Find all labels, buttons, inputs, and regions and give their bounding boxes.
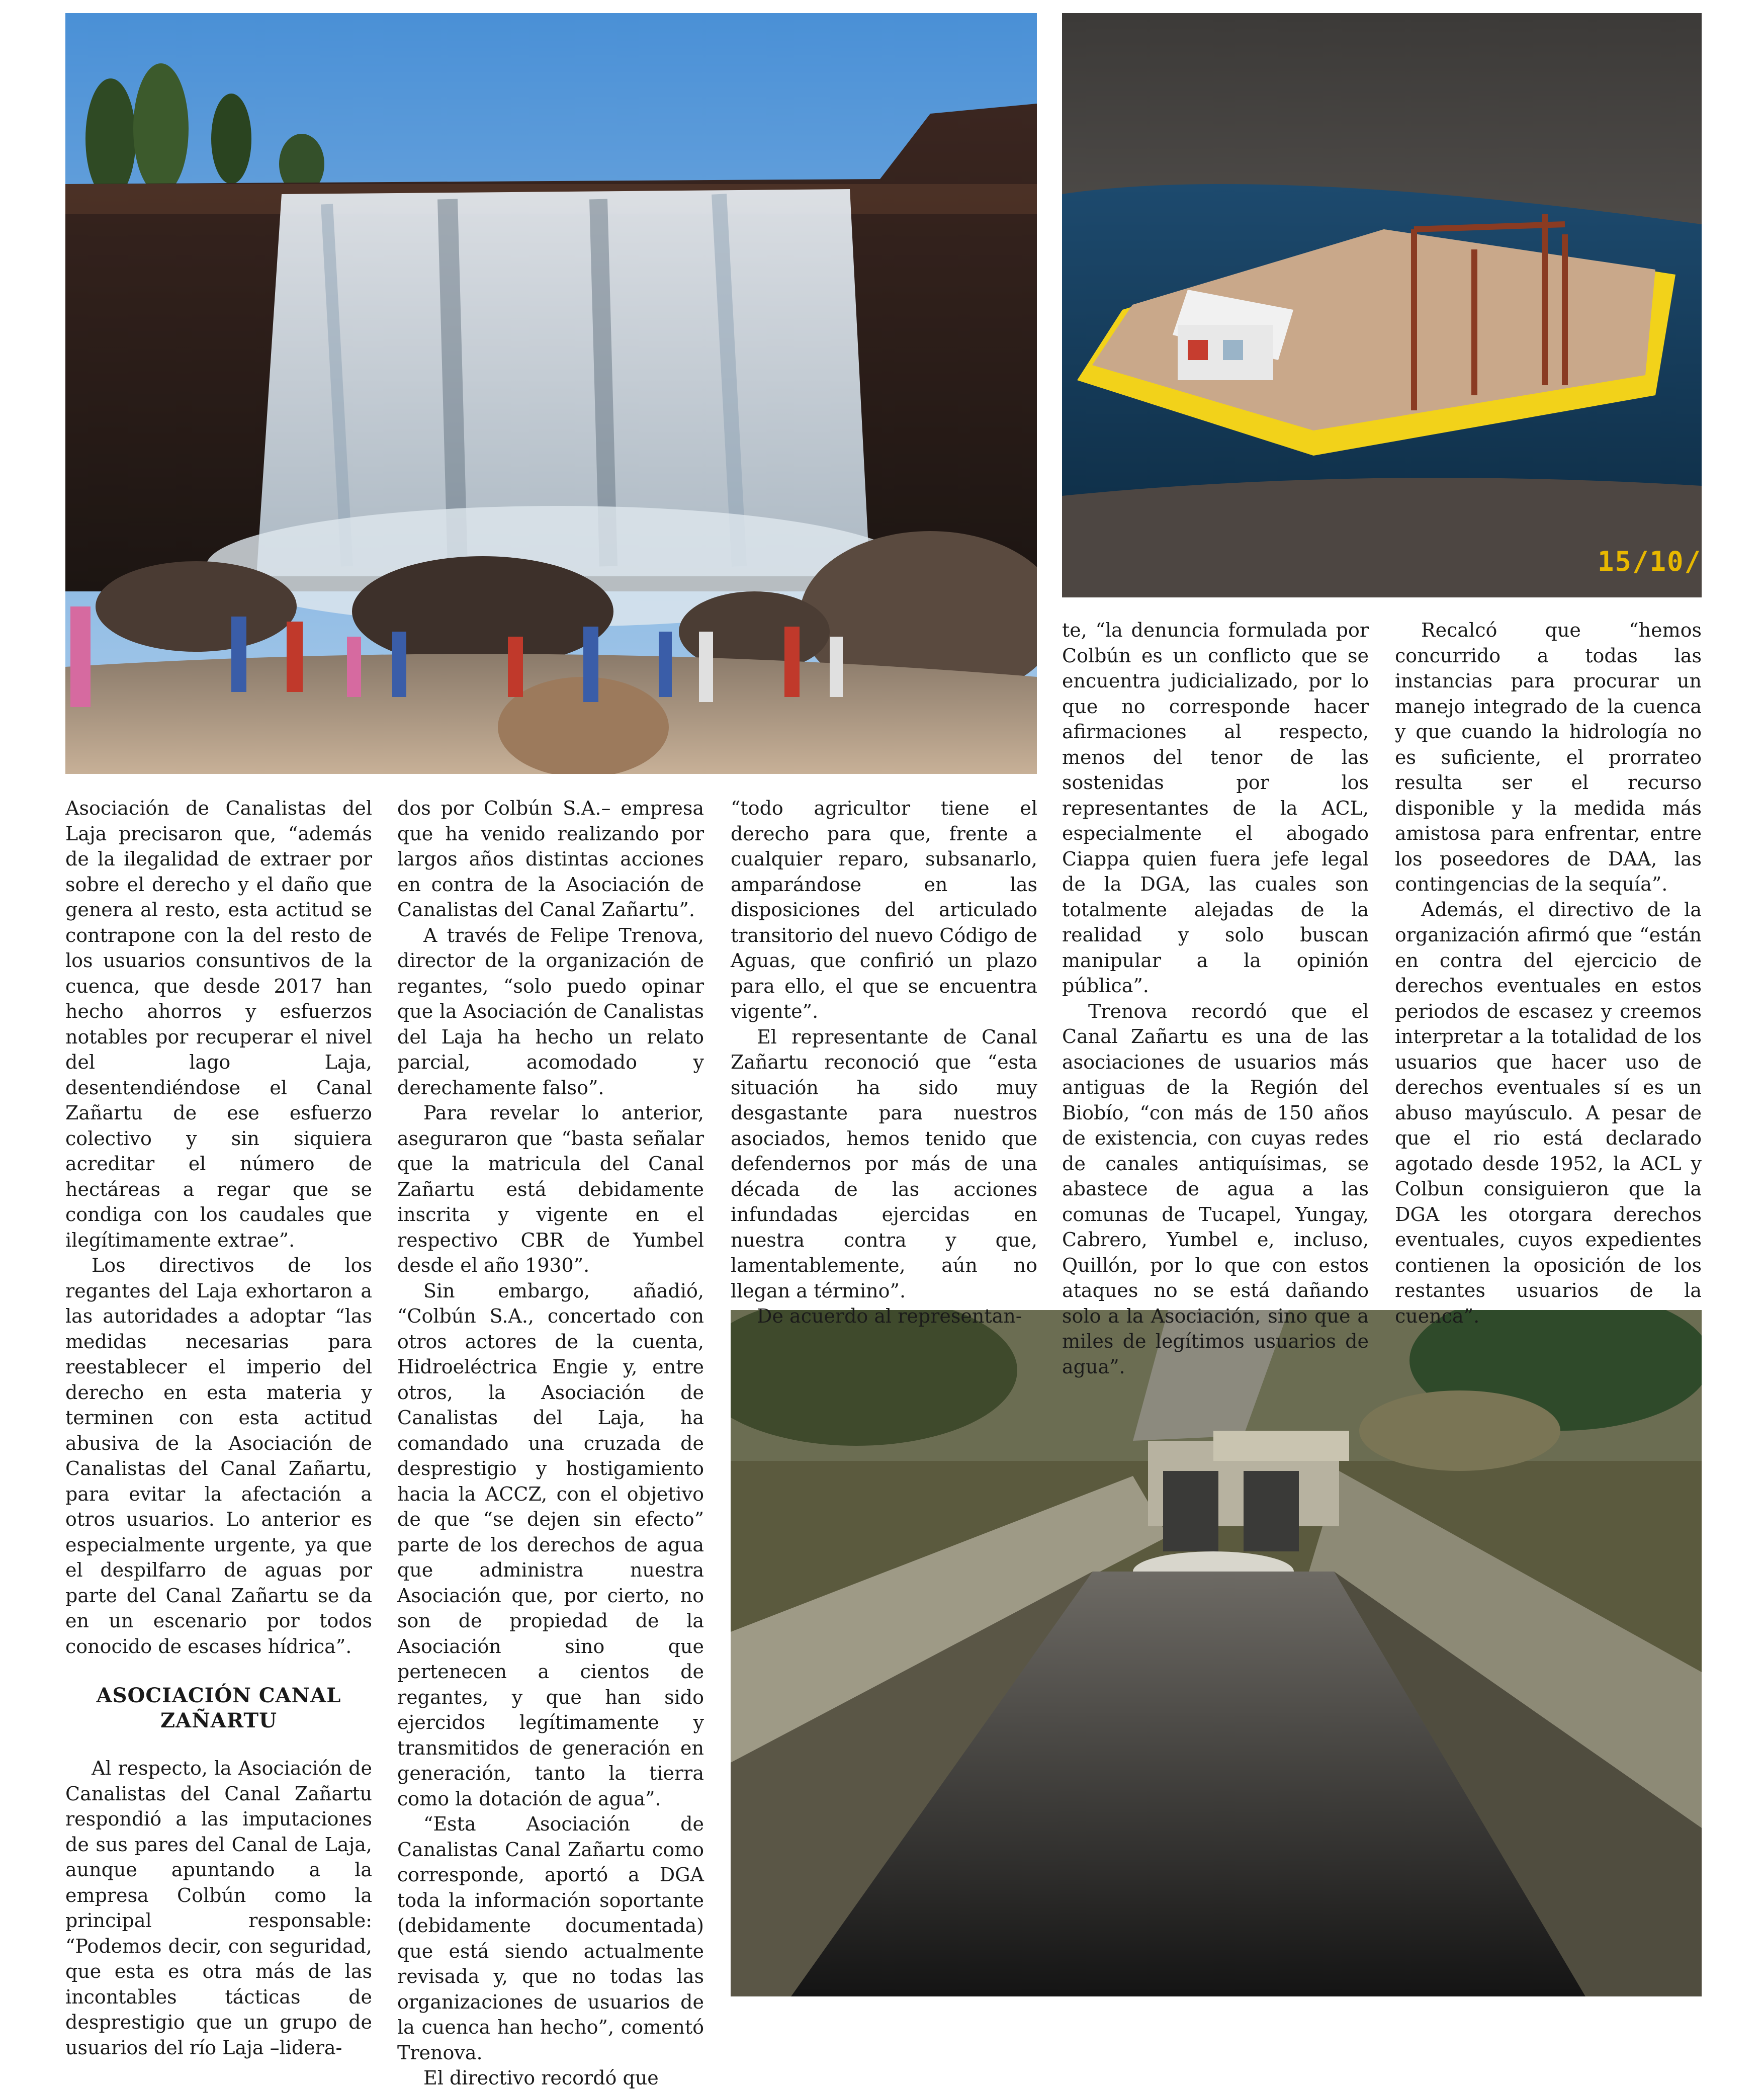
article-column-1 [65,796,372,2060]
paragraph: “todo agricultor tiene el derecho para que, frente a cualquier reparo, subsanarlo, amparándose en las disposiciones del articulado transitorio del nuevo Código de Aguas, que confirió un plazo para ello, el que se encuentra vigente”. [731,797,1037,1022]
paragraph: El representante de Canal Zañartu reconoció que “esta situación ha sido muy desgastante para nuestros asociados, hemos tenido que defendernos por más de una década de las acciones infundadas ejercidas en nuestra contra y que, lamentablemente, aún no llegan a término”. [731,1025,1037,1302]
canal-photo [731,1310,1702,1996]
paragraph: Para revelar lo anterior, aseguraron que “basta señalar que la matricula del Canal Zañartu está debidamente inscrita y vigente en el respectivo CBR de Yumbel desde el año 1930”. [397,1102,704,1276]
article-column-2 [397,796,704,2091]
paragraph: A través de Felipe Trenova, director de la organización de regantes, “solo puedo opinar que la Asociación de Canalistas del Laja ha hecho un relato parcial, acomodado y derechamente falso”. [397,924,704,1099]
section-heading: ASOCIACIÓN CANAL ZAÑARTU [96,1684,341,1732]
paragraph: El directivo recordó que [423,2067,659,2089]
paragraph: Además, el directivo de la organización afirmó que “están en contra del ejercicio de derechos eventuales en estos periodos de escasez y creemos interpretar a la totalidad de los usuarios que hacer uso de derechos eventuales sí es un abuso mayúsculo. A pesar de que el rio está declarado agotado desde 1952, la ACL y Colbun consiguieron que la DGA les otorgara derechos eventuales, cuyos expedientes contienen la oposición de los restantes usuarios de la cuenca”. [1395,898,1702,1327]
paragraph: Sin embargo, añadió, “Colbún S.A., concertado con otros actores de la cuenta, Hidroeléctrica Engie y, entre otros, la Asociación de Canalistas del Laja, ha comandado una cruzada de desprestigio y hostigamiento hacia la ACCZ, con el objetivo de que “se dejen sin efecto” parte de los derechos de agua que administra nuestra Asociación que, por cierto, no son de propiedad de la Asociación sino que pertenecen a cientos de regantes, y que han sido ejercidos legítimamente y transmitidos de generación en generación, tanto la tierra como la dotación de agua”. [397,1279,704,1810]
paragraph: Asociación de Canalistas del Laja precisaron que, “además de la ilegalidad de extraer por sobre el derecho y el daño que genera al resto, esta actitud se contrapone con la del resto de los usuarios consuntivos de la cuenca, que desde 2017 han hecho ahorros y esfuerzos notables por recuperar el nivel del lago Laja, desentendiéndose el Canal Zañartu de ese esfuerzo colectivo y sin siquiera acreditar el número de hectáreas a regar que se condiga con los caudales que ilegítimamente extrae”. [65,797,372,1251]
article-column-3 [731,796,1037,1329]
paragraph: Recalcó que “hemos concurrido a todas las instancias para procurar un manejo integrado de la cuenca y que cuando la hidrología no es suficiente, el prorrateo resulta ser el recurso disponible y la medida más amistosa para enfrentar, entre los poseedores de DAA, las contingencias de la sequía”. [1395,619,1702,895]
paragraph: Los directivos de los regantes del Laja exhortaron a las autoridades a adoptar “las medidas necesarias para reestablecer el imperio del derecho en esta materia y terminen con esta actitud abusiva de la Asociación de Canalistas del Canal Zañartu, para evitar la afectación a otros usuarios. Lo anterior es especialmente urgente, ya que el despilfarro de aguas por parte del Canal Zañartu se da en un escenario por todos conocido de escases hídrica”. [65,1254,372,1658]
paragraph: De acuerdo al representan- [757,1305,1022,1327]
dredge-photo [1062,13,1702,597]
paragraph: Al respecto, la Asociación de Canalistas del Canal Zañartu respondió a las imputaciones de sus pares del Canal de Laja, aunque apuntando a la empresa Colbún como la principal responsable: “Podemos decir, con seguridad, que esta es otra más de las incontables tácticas de desprestigio que un grupo de usuarios del río Laja –lidera- [65,1757,372,2059]
paragraph: dos por Colbún S.A.– empresa que ha venido realizando por largos años distintas acciones en contra de la Asociación de Canalistas del Canal Zañartu”. [397,797,704,921]
paragraph: te, “la denuncia formulada por Colbún es un conflicto que se encuentra judicializado, por lo que no corresponde hacer afirmaciones al respecto, menos del tenor de las sostenidas por los representantes de la ACL, especialmente el abogado Ciappa quien fuera jefe legal de la DGA, las cuales son totalmente alejadas de la realidad y solo buscan manipular a la opinión pública”. [1062,619,1369,997]
waterfall-photo [65,13,1037,774]
paragraph: “Esta Asociación de Canalistas Canal Zañartu como corresponde, aportó a DGA toda la información soportante (debidamente documentada) que está siendo actualmente revisada y, que no todas las organizaciones de usuarios de la cuenca han hecho”, comentó Trenova. [397,1813,704,2064]
article-column-5 [1395,618,1702,1329]
article-column-4 [1062,618,1369,1379]
paragraph: Trenova recordó que el Canal Zañartu es una de las asociaciones de usuarios más antiguas de la Región del Biobío, “con más de 150 años de existencia, con cuyas redes de canales antiquísimas, se abastece de agua a las comunas de Tucapel, Yungay, Cabrero, Yumbel e, incluso, Quillón, por lo que con estos ataques no se está dañando solo a la Asociación, sino que a miles de legítimos usuarios de agua”. [1062,1000,1369,1378]
date-stamp: 15/10/ [1597,546,1702,577]
